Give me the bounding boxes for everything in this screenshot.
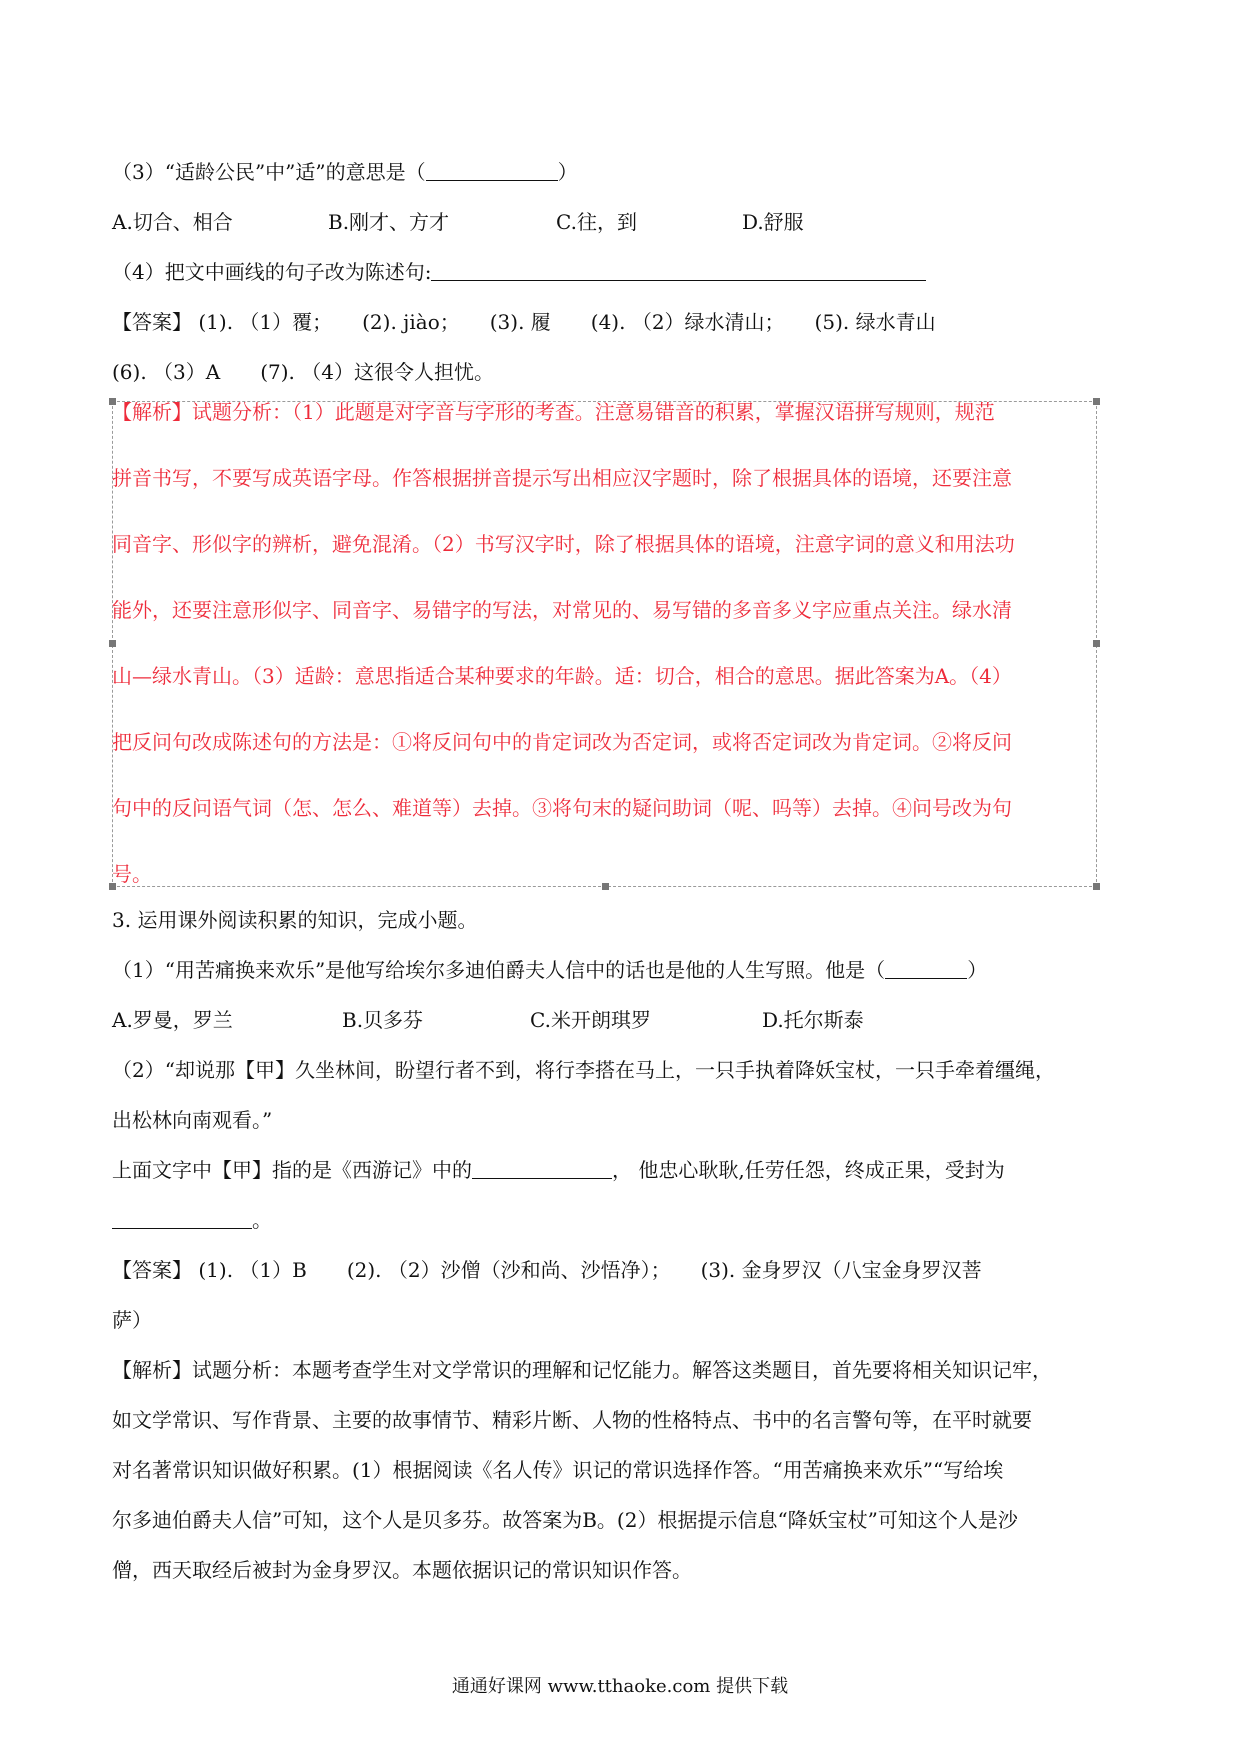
q2-analysis-line: 山—绿水青山。（3）适龄：意思指适合某种要求的年龄。适：切合，相合的意思。据此答案为A。（4）: [112, 664, 1012, 688]
q2-sub3-options: [112, 207, 804, 237]
resize-handle[interactable]: [602, 883, 609, 890]
answer-label: 【答案】: [112, 310, 192, 334]
answer-blank: [112, 1206, 252, 1229]
q2-analysis-line: 【解析】试题分析：（1）此题是对字音与字形的考查。注意易错音的积累，掌握汉语拼写规则，规范: [112, 400, 995, 424]
q3-answer-line1: 【答案】 (1). （1）B (2). （2）沙僧（沙和尚、沙悟净）； (3). 金身罗汉（八宝金身罗汉菩: [112, 1258, 982, 1282]
q2-answer-line1: 【答案】 (1). （1）覆； (2). jiào； (3). 履 (4). （2）绿水清山； (5). 绿水青山: [112, 310, 936, 334]
q2-analysis-line: 能外，还要注意形似字、同音字、易错字的写法，对常见的、易写错的多音多义字应重点关注。绿水清: [112, 598, 1012, 622]
q3-sub2-line2: 出松林向南观看。”: [112, 1108, 273, 1132]
q2-answer-line2: (6). （3）A (7). （4）这很令人担忧。: [112, 360, 494, 384]
q2-analysis-line: 把反问句改成陈述句的方法是：①将反问句中的肯定词改为否定词，或将否定词改为肯定词。②将反问: [112, 730, 1012, 754]
option-a: A.切合、相合: [112, 210, 233, 234]
q2-analysis-line: 拼音书写，不要写成英语字母。作答根据拼音提示写出相应汉字题时，除了根据具体的语境，还要注意: [112, 466, 1012, 490]
option-b: B.刚才、方才: [328, 210, 450, 234]
answer-blank: [431, 258, 926, 281]
option-d: D.舒服: [742, 210, 804, 234]
q3-analysis-line: 僧，西天取经后被封为金身罗汉。本题依据识记的常识知识作答。: [112, 1558, 692, 1582]
q2-sub4: （4）把文中画线的句子改为陈述句:: [112, 257, 926, 287]
resize-handle[interactable]: [1093, 640, 1100, 647]
resize-handle[interactable]: [109, 640, 116, 647]
q3-answer-line2: 萨）: [112, 1308, 152, 1332]
q3-sub1: （1）“用苦痛换来欢乐”是他写给埃尔多迪伯爵夫人信中的话也是他的人生写照。他是（ ）: [112, 958, 988, 982]
answer-label: 【答案】: [112, 1258, 192, 1282]
q3-analysis-line: 【解析】试题分析：本题考查学生对文学常识的理解和记忆能力。解答这类题目，首先要将相关知识记牢，: [112, 1358, 1052, 1382]
option-a: A.罗曼，罗兰: [112, 1008, 233, 1032]
resize-handle[interactable]: [1093, 883, 1100, 890]
answer-blank: [472, 1156, 612, 1179]
option-c: C.米开朗琪罗: [530, 1008, 651, 1032]
answer-blank: [885, 956, 967, 979]
q3-analysis-line: 对名著常识知识做好积累。(1）根据阅读《名人传》识记的常识选择作答。“用苦痛换来欢乐”“写给埃: [112, 1458, 1004, 1482]
answer-blank: [426, 158, 558, 181]
q3-sub1-options: [112, 1005, 864, 1035]
q3-title: 3. 运用课外阅读积累的知识，完成小题。: [112, 908, 478, 932]
q2-sub3: （3）“适龄公民”中”适”的意思是（ ）: [112, 160, 578, 184]
option-b: B.贝多芬: [342, 1008, 424, 1032]
page-footer: 通通好课网 www.tthaoke.com 提供下载: [451, 1676, 789, 1697]
q3-sub2-line1: （2）“却说那【甲】久坐林间，盼望行者不到，将行李搭在马上，一只手执着降妖宝杖，一只手牵着缰绳，: [112, 1058, 1055, 1082]
q2-analysis-line: 同音字、形似字的辨析，避免混淆。（2）书写汉字时，除了根据具体的语境，注意字词的意义和用法功: [112, 532, 1015, 556]
resize-handle[interactable]: [1093, 398, 1100, 405]
q3-sub2-line4: 。: [112, 1205, 272, 1235]
q2-analysis-line: 号。: [112, 862, 152, 886]
q3-sub2-line3: 上面文字中【甲】指的是《西游记》中的 ， 他忠心耿耿,任劳任怨，终成正果，受封为: [112, 1158, 1005, 1182]
q2-analysis-line: 句中的反问语气词（怎、怎么、难道等）去掉。③将句末的疑问助词（呢、吗等）去掉。④问号改为句: [112, 796, 1012, 820]
q3-analysis-line: 尔多迪伯爵夫人信”可知，这个人是贝多芬。故答案为B。(2）根据提示信息“降妖宝杖”可知这个人是沙: [112, 1508, 1018, 1532]
q3-analysis-line: 如文学常识、写作背景、主要的故事情节、精彩片断、人物的性格特点、书中的名言警句等，在平时就要: [112, 1408, 1032, 1432]
option-c: C.往，到: [556, 210, 637, 234]
option-d: D.托尔斯泰: [762, 1008, 864, 1032]
